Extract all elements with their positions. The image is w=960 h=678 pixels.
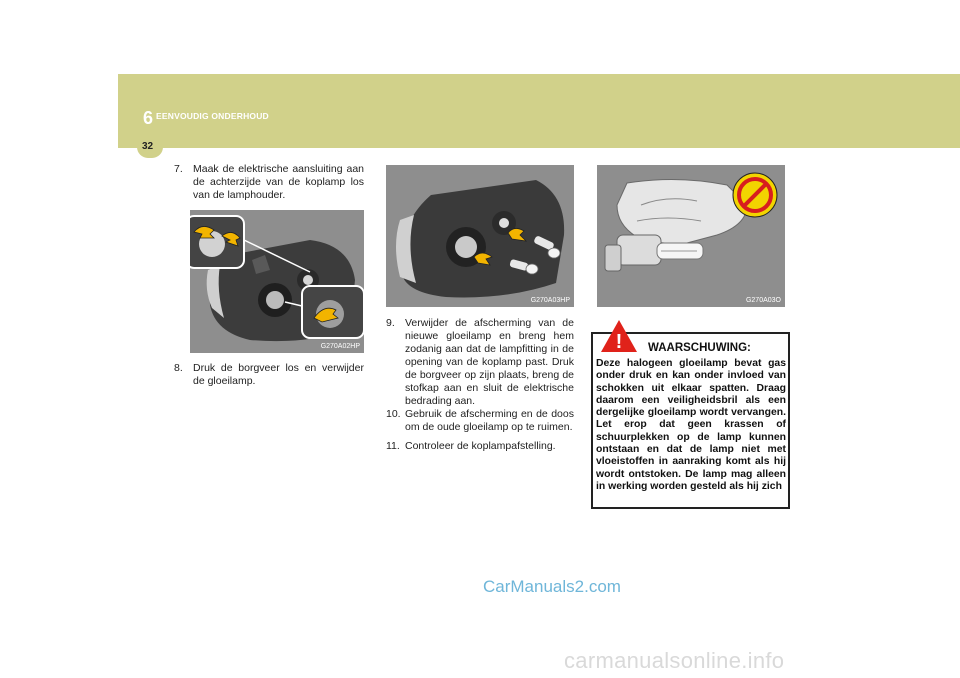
step-text: Gebruik de afscherming en de doos om de oude gloeilamp op te ruimen. — [405, 408, 574, 433]
figure-do-not-touch-bulb — [597, 165, 785, 307]
page-number: 32 — [142, 141, 154, 152]
step-number: 10. — [386, 408, 401, 420]
warning-title: WAARSCHUWING: — [648, 342, 751, 354]
figure-bulb-connector — [190, 210, 364, 353]
step-10 — [386, 408, 574, 434]
step-7 — [174, 163, 364, 202]
footer-watermark: carmanualsonline.info — [564, 648, 785, 673]
step-number: 8. — [174, 362, 183, 374]
step-number: 7. — [174, 163, 183, 175]
figure-new-bulb — [386, 165, 574, 307]
step-text: Verwijder de afscherming van de nieuwe gloeilamp en breng hem zodanig aan dat de lampfitting in de opening van de koplamp past. Druk de borgveer op zijn plaats, breng de stofkap aan en sluit de elektrische bedrading aan. — [405, 317, 574, 407]
step-text: Druk de borgveer los en verwijder de gloeilamp. — [193, 362, 364, 387]
chapter-title: EENVOUDIG ONDERHOUD — [156, 111, 269, 121]
headlamp-connector-illustration — [190, 210, 364, 353]
warning-symbol: ! — [615, 331, 623, 353]
chapter-number: 6 — [143, 108, 154, 128]
site-watermark: CarManuals2.com — [483, 577, 621, 596]
figure-code: G270A03HP — [530, 297, 570, 304]
figure-code: G270A03O — [745, 297, 781, 304]
figure-code: G270A02HP — [320, 343, 360, 350]
step-number: 11. — [386, 440, 400, 452]
warning-body: Deze halogeen gloeilamp bevat gas onder druk en kan onder invloed van schokken uit elkaar spatten. Draag daarom een veiligheidsbril als een dergelijke gloeilamp wordt vervangen. Let erop dat geen krassen of schuurplekken op de lamp kunnen ontstaan en dat de lamp niet met vloeistoffen in aanraking komt als hij wordt ontstoken. De lamp mag alleen in werking worden gesteld als hij zich — [596, 358, 786, 492]
step-8 — [174, 362, 364, 388]
warning-box — [591, 332, 790, 509]
step-text: Maak de elektrische aansluiting aan de achterzijde van de koplamp los van de lamphouder. — [193, 163, 364, 201]
step-9 — [386, 317, 574, 408]
headlamp-bulb-illustration — [386, 165, 574, 307]
hand-holding-bulb-illustration — [597, 165, 785, 307]
step-11 — [386, 440, 574, 453]
warning-triangle-icon — [599, 318, 639, 354]
step-number: 9. — [386, 317, 395, 329]
step-text: Controleer de koplampafstelling. — [405, 440, 556, 452]
